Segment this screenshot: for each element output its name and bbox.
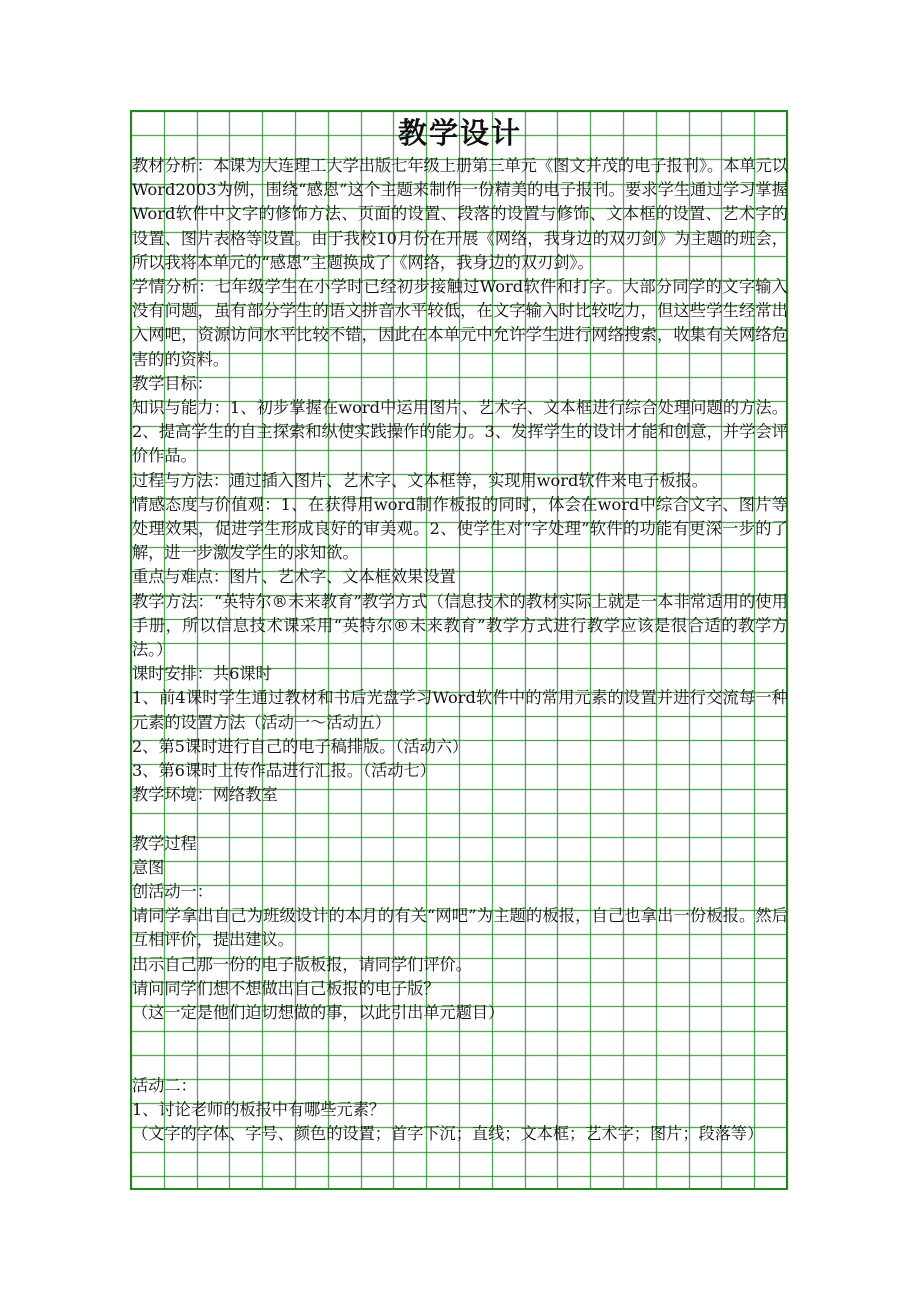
paragraph-schedule-item-2: 2、第5课时进行自己的电子稿排版。（活动六） bbox=[132, 736, 469, 756]
activity-line: （文字的字体、字号、颜色的设置；首字下沉；直线；文本框；艺术字；图片；段落等） bbox=[132, 1124, 764, 1144]
paragraph-attitude-values: 情感态度与价值观：1、在获得用word制作板报的同时，体会在word中综合文字、图片等处理效果，促进学生形成良好的审美观。2、使学生对“字处理”软件的功能有更深一步的了解，进一步激发学生的求知欲。 bbox=[132, 494, 788, 563]
document-body bbox=[132, 112, 788, 1146]
paragraph-schedule: 课时安排：共6课时 bbox=[132, 664, 272, 684]
blank-line bbox=[132, 807, 788, 831]
paragraph-teaching-method: 教学方法：“英特尔®未来教育”教学方式（信息技术的教材实际上就是一本非常适用的使用手册，所以信息技术课采用“英特尔®未来教育”教学方式进行教学应该是很合适的教学方法。） bbox=[132, 591, 788, 660]
paragraph-student-analysis: 学情分析：七年级学生在小学时已经初步接触过Word软件和打字。大部分同学的文字输入没有问题，虽有部分学生的语文拼音水平较低，在文字输入时比较吃力，但这些学生经常出入网吧，资源访问水平比较不错，因此在本单元中允许学生进行网络搜索，收集有关网络危害的的资料。 bbox=[132, 277, 788, 369]
paragraph-environment: 教学环境：网络教室 bbox=[132, 785, 278, 805]
paragraph-knowledge-ability: 知识与能力：1、初步掌握在word中运用图片、艺术字、文本框进行综合处理问题的方法。2、提高学生的自主探索和纵使实践操作的能力。3、发挥学生的设计才能和创意，并学会评价作品。 bbox=[132, 398, 788, 466]
activity-line: 1、讨论老师的板报中有哪些元素？ bbox=[132, 1099, 386, 1119]
process-line: 意图 bbox=[132, 857, 165, 877]
process-line: 创活动一： bbox=[132, 882, 213, 902]
paragraph-textbook-analysis: 教材分析：本课为大连理工大学出版七年级上册第三单元《图文并茂的电子报刊》。本单元以Word2003为例，围绕“感恩”这个主题来制作一份精美的电子报刊。要求学生通过学习掌握Word软件中文字的修饰方法、页面的设置、段落的设置与修饰、文本框的设置、艺术字的设置、图片表格等设置。由于我校10月份在开展《网络，我身边的双刃剑》为主题的班会，所以我将本单元的“感恩”主题换成了《网络，我身边的双刃剑》。 bbox=[132, 156, 788, 272]
paragraph-process-method: 过程与方法：通过插入图片、艺术字、文本框等，实现用word软件来电子板报。 bbox=[132, 470, 708, 490]
process-line: （这一定是他们迫切想做的事，以此引出单元题目） bbox=[132, 1003, 505, 1023]
paragraph-schedule-item-3: 3、第6课时上传作品进行汇报。（活动七） bbox=[132, 761, 436, 781]
paragraph-teaching-goals: 教学目标： bbox=[132, 373, 213, 393]
paragraph-key-points: 重点与难点：图片、艺术字、文本框效果设置 bbox=[132, 567, 456, 587]
section-heading-process: 教学过程 bbox=[132, 833, 197, 853]
document-title: 教学设计 bbox=[397, 116, 522, 150]
process-line: 请问同学们想不想做出自己板报的电子版？ bbox=[132, 978, 440, 998]
process-line: 出示自己那一份的电子版板报，请同学们评价。 bbox=[132, 954, 472, 974]
paragraph-schedule-item-1: 1、前4课时学生通过教材和书后光盘学习Word软件中的常用元素的设置并进行交流每一种元素的设置方法（活动一～活动五） bbox=[132, 688, 788, 732]
blank-lines bbox=[132, 1025, 788, 1073]
activity-line: 活动二： bbox=[132, 1075, 197, 1095]
process-line: 请同学拿出自己为班级设计的本月的有关“网吧”为主题的板报，自己也拿出一份板报。然后互相评价，提出建议。 bbox=[132, 906, 788, 950]
